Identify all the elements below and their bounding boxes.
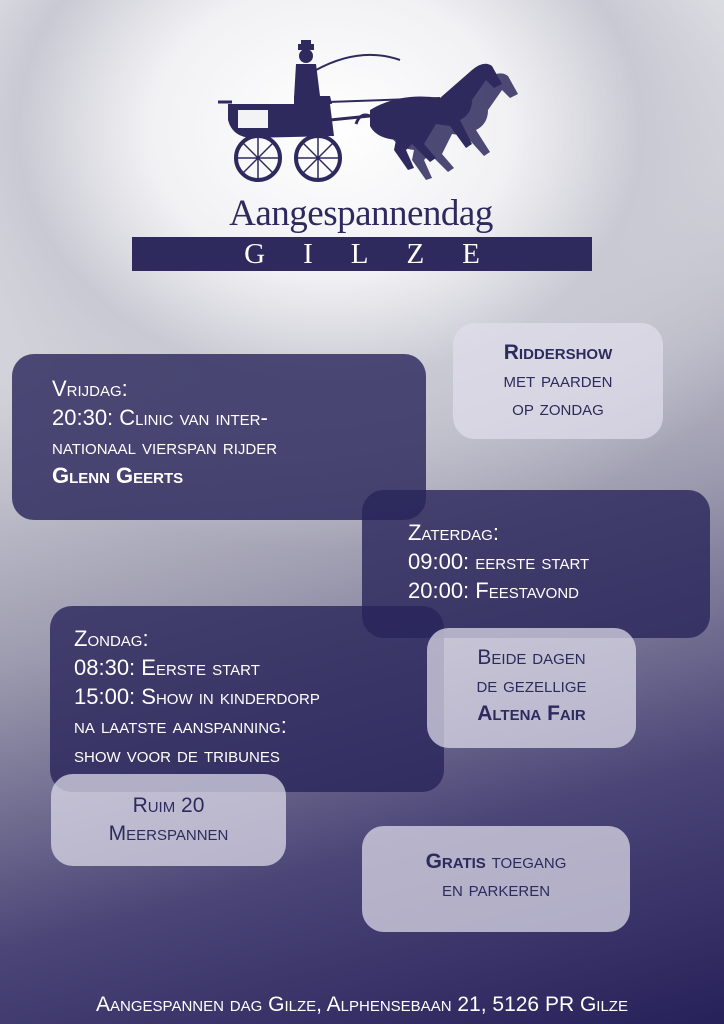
altena-fair-box [427, 628, 636, 748]
vrijdag-performer: Glenn Geerts [52, 463, 184, 488]
horse-drawn-carriage-icon [210, 40, 530, 190]
zaterdag-heading: Zaterdag: [408, 520, 499, 545]
vrijdag-heading: Vrijdag: [52, 376, 128, 401]
vrijdag-box [12, 354, 426, 520]
zondag-line4: na laatste aanspanning: [74, 713, 287, 738]
riddershow-line3: op zondag [512, 397, 604, 420]
zaterdag-line3: 20:00: Feestavond [408, 578, 580, 603]
brand-title: Aangespannendag [229, 193, 493, 234]
zaterdag-line2: 09:00: eerste start [408, 549, 590, 574]
riddershow-bold: Riddershow [503, 341, 613, 364]
zondag-line3: 15:00: Show in kinderdorp [74, 684, 320, 709]
riddershow-box [453, 323, 663, 439]
meerspannen-box [51, 774, 286, 866]
zondag-box [50, 606, 444, 792]
meerspannen-line2: Meerspannen [108, 822, 229, 845]
gratis-box [362, 826, 630, 932]
riddershow-line2: met paarden [503, 369, 613, 392]
gratis-rest: toegang [485, 850, 567, 873]
fair-bold: Altena Fair [477, 702, 586, 725]
footer-address: Aangespannen dag Gilze, Alphensebaan 21, 5126 PR Gilze [96, 993, 628, 1016]
meerspannen-line1: Ruim 20 [132, 794, 205, 817]
gratis-bold: Gratis [425, 850, 486, 873]
zondag-line2: 08:30: Eerste start [74, 655, 260, 680]
fair-line1: Beide dagen [477, 646, 586, 669]
fair-line2: de gezellige [476, 674, 587, 697]
brand-subtitle-bar: GILZE [132, 237, 592, 271]
vrijdag-line3: nationaal vierspan rijder [52, 434, 278, 459]
vrijdag-line2: 20:30: Clinic van inter- [52, 405, 268, 430]
zondag-heading: Zondag: [74, 626, 149, 651]
zondag-line5: show voor de tribunes [74, 742, 280, 767]
gratis-line2: en parkeren [441, 878, 551, 901]
